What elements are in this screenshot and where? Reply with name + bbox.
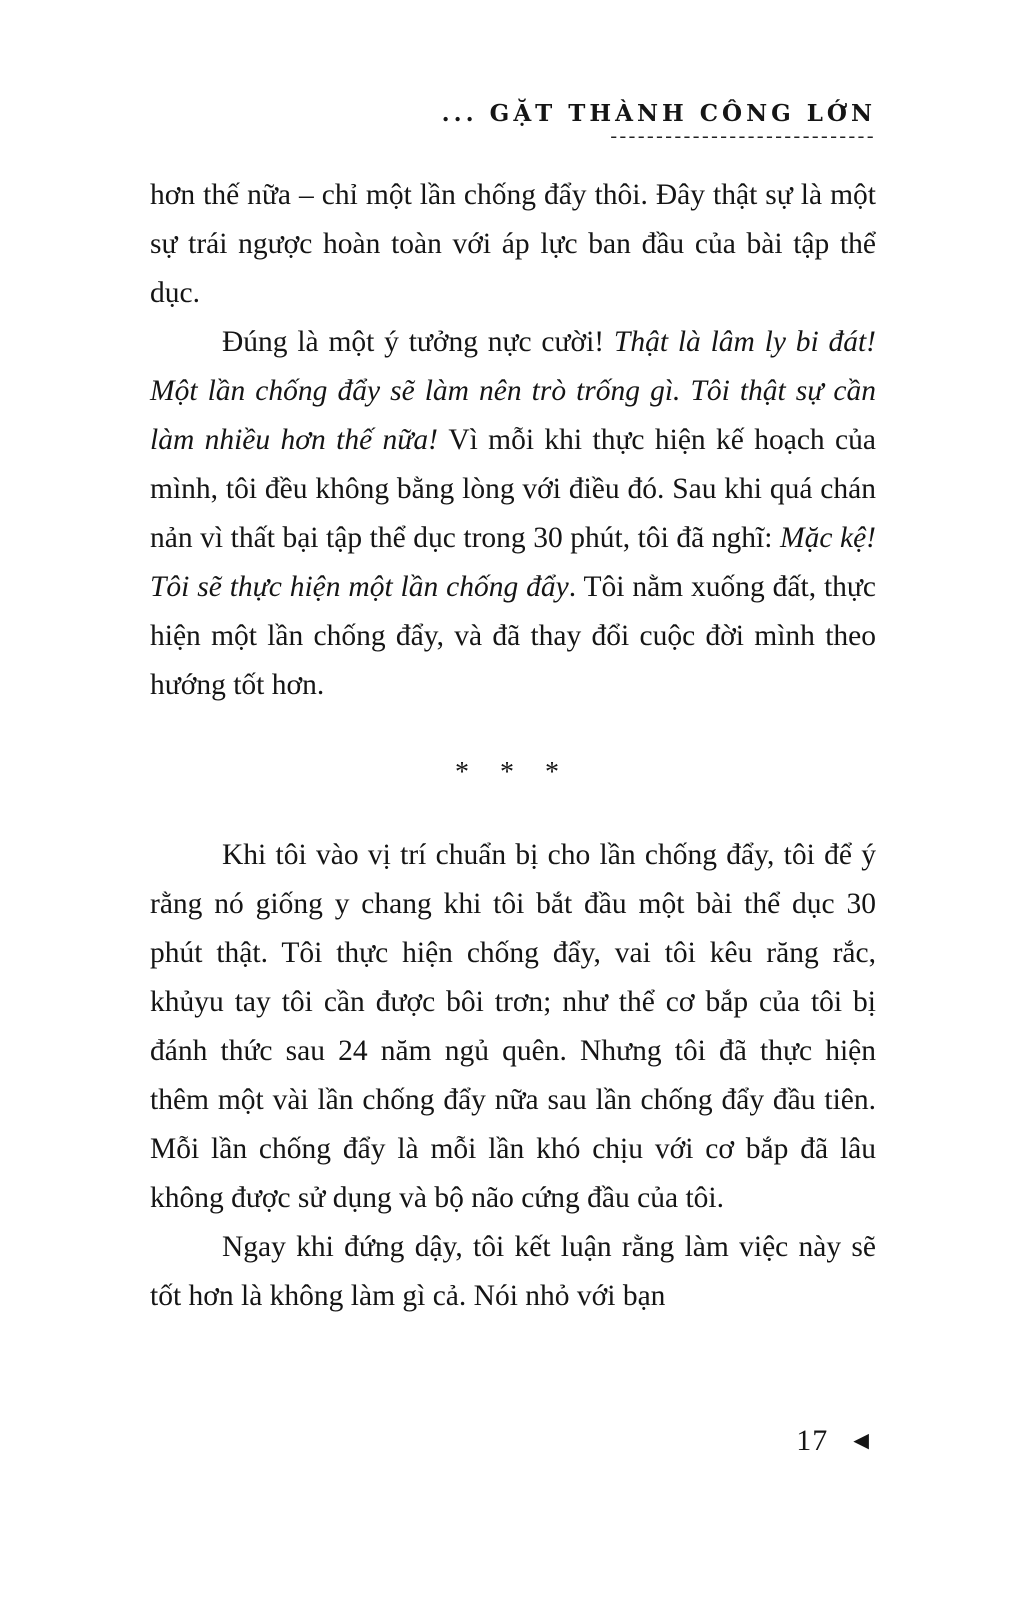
section-separator: * * * (455, 757, 571, 788)
paragraph (150, 831, 876, 1223)
paragraph (150, 318, 876, 710)
text-block (150, 100, 876, 1321)
paragraph-text: Ngay khi đứng dậy, tôi kết luận rằng làm việc này sẽ tốt hơn là không làm gì cả. Nói nhỏ với bạn (150, 1231, 876, 1312)
paragraph-text-italic: Mặc kệ! Tôi sẽ thực hiện một lần chống đẩy (150, 522, 876, 603)
left-triangle-icon: ◄ (848, 1426, 874, 1455)
page-footer (796, 1424, 874, 1458)
paragraph-text: . Tôi nằm xuống đất, thực hiện một lần chống đẩy, và đã thay đổi cuộc đời mình theo hướng tốt hơn. (150, 571, 876, 701)
paragraph-text: Đúng là một ý tưởng nực cười! (222, 326, 614, 358)
body-text (150, 171, 876, 1321)
header-divider: ----------------------------- (610, 125, 876, 147)
paragraph-text: Khi tôi vào vị trí chuẩn bị cho lần chống đẩy, tôi để ý rằng nó giống y chang khi tôi bắt đầu một bài thể dục 30 phút thật. Tôi thực hiện chống đẩy, vai tôi kêu răng rắc, khủyu tay tôi cần được bôi trơn; như thể cơ bắp của tôi bị đánh thức sau 24 năm ngủ quên. Nhưng tôi đã thực hiện thêm một vài lần chống đẩy nữa sau lần chống đẩy đầu tiên. Mỗi lần chống đẩy là mỗi lần khó chịu với cơ bắp đã lâu không được sử dụng và bộ não cứng đầu của tôi. (150, 839, 876, 1214)
paragraph (150, 1223, 876, 1321)
paragraph-text: hơn thế nữa – chỉ một lần chống đẩy thôi. Đây thật sự là một sự trái ngược hoàn toàn với áp lực ban đầu của bài tập thể dục. (150, 179, 876, 309)
paragraph (150, 171, 876, 318)
chapter-title: ... GẶT THÀNH CÔNG LỚN (441, 100, 876, 127)
page-number: 17 (796, 1424, 829, 1457)
paragraph-text-italic: Thật là lâm ly bi đát! Một lần chống đẩy sẽ làm nên trò trống gì. Tôi thật sự cần làm nhiều hơn thế nữa! (150, 326, 876, 456)
paragraph-text: Vì mỗi khi thực hiện kế hoạch của mình, tôi đều không bằng lòng với điều đó. Sau khi quá chán nản vì thất bại tập thể dục trong 30 phút, tôi đã nghĩ: (150, 424, 876, 554)
running-header (150, 100, 876, 147)
